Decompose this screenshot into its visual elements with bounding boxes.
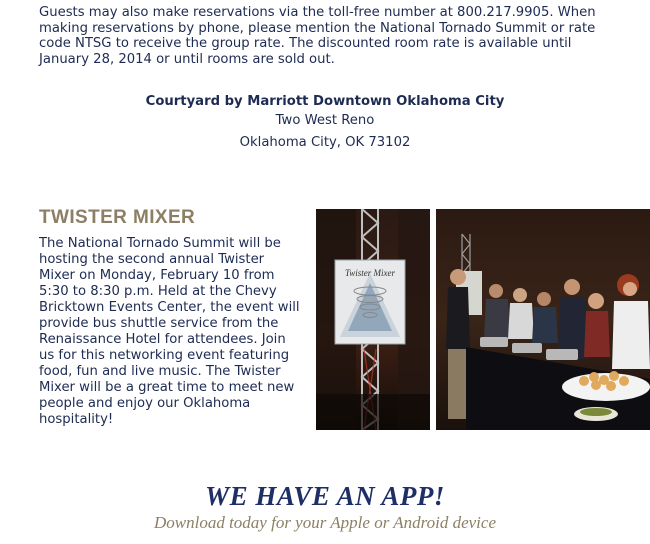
hotel-city: Oklahoma City, OK 73102 xyxy=(239,135,411,150)
twister-mixer-sign-photo xyxy=(316,209,430,430)
twister-mixer-description: The National Tornado Summit will be hosting the second annual Twister Mixer on Monday, February 10 from 5:30 to 8:30 p.m. Held at the Chevy Bricktown Events Center, the event will provide bus shuttle service from the Renaissance Hotel for attendees. Join us for this networking event featuring food, fun and live music. The Twister Mixer will be a great time to meet new people and enjoy our Oklahoma hospitality! xyxy=(39,236,300,427)
hotel-street: Two West Reno xyxy=(275,113,375,128)
reservation-paragraph: Guests may also make reservations via the toll-free number at 800.217.9905. When making reservations by phone, please mention the National Tornado Summit or rate code NTSG to receive the group rate. The discounted room rate is available until January 28, 2014 or until rooms are sold out. xyxy=(39,5,596,67)
sign-text: Twister Mixer xyxy=(344,268,396,278)
buffet-crowd-photo xyxy=(436,209,650,430)
app-promo-subtitle: Download today for your Apple or Android device xyxy=(153,513,496,532)
buffet-photo-graphic xyxy=(436,209,650,430)
sign-photo-graphic xyxy=(316,209,430,430)
app-promo-title: WE HAVE AN APP! xyxy=(205,481,445,511)
hotel-name: Courtyard by Marriott Downtown Oklahoma City xyxy=(145,94,505,109)
section-title-twister-mixer: TWISTER MIXER xyxy=(39,207,196,228)
